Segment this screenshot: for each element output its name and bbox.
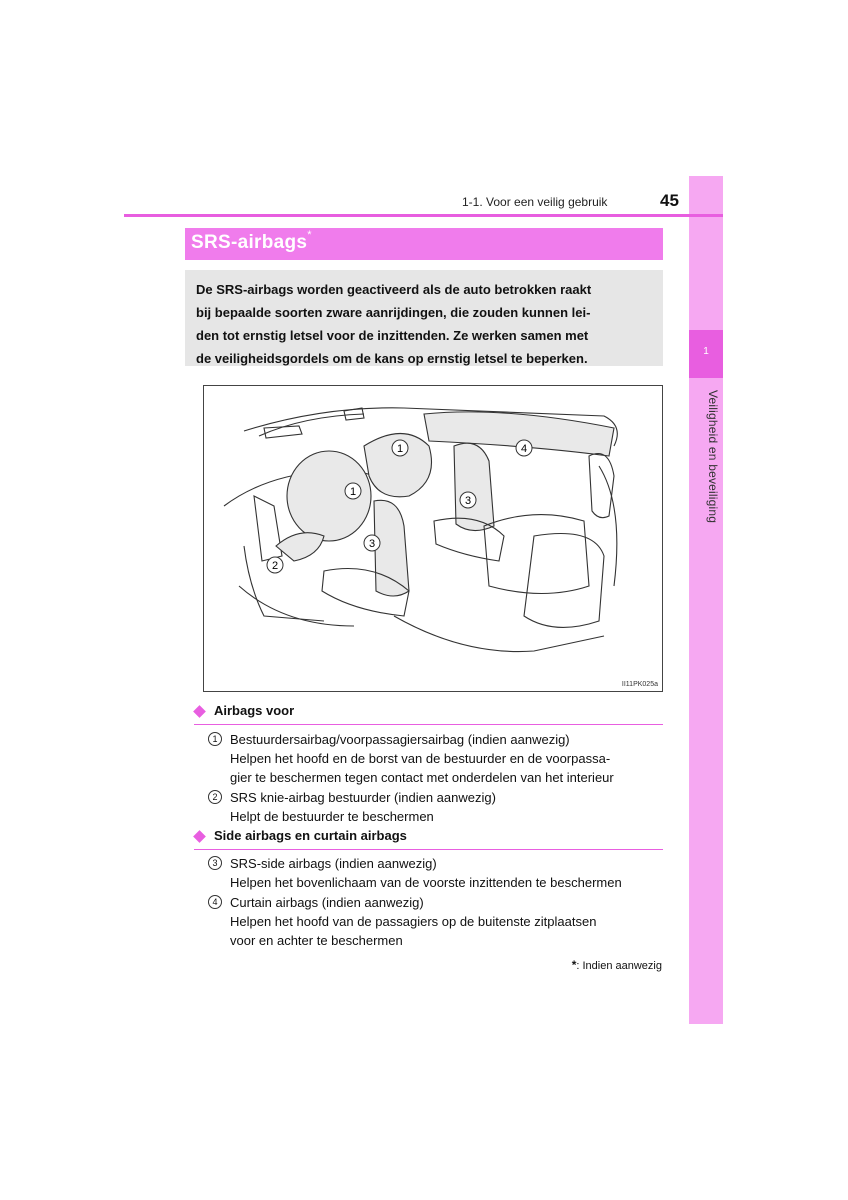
page-title-bar xyxy=(185,228,663,260)
item-number: 3 xyxy=(208,856,222,870)
callout-layer xyxy=(204,386,664,693)
callout-label: 1 xyxy=(396,443,404,455)
page-number: 45 xyxy=(660,191,679,210)
item-line: SRS knie-airbag bestuurder (indien aanwezig) xyxy=(230,790,496,805)
footnote xyxy=(572,958,662,972)
intro-box xyxy=(185,270,663,366)
section-heading-side-curtain-airbags xyxy=(194,828,663,850)
section-heading-text: Side airbags en curtain airbags xyxy=(214,828,407,843)
callout-label: 3 xyxy=(368,538,376,550)
item-line: SRS-side airbags (indien aanwezig) xyxy=(230,856,437,871)
intro-line: De SRS-airbags worden geactiveerd als de auto betrokken raakt xyxy=(196,282,592,297)
item-line: Helpen het hoofd en de borst van de bestuurder en de voorpassa- xyxy=(230,751,611,766)
callout-label: 1 xyxy=(349,486,357,498)
item-line: voor en achter te beschermen xyxy=(230,933,403,948)
section-label: 1-1. Voor een veilig gebruik xyxy=(462,195,608,209)
list-item xyxy=(208,893,596,950)
callout-label: 2 xyxy=(271,560,279,572)
figure-code: II11PK025a xyxy=(621,681,658,688)
intro-line: den tot ernstig letsel voor de inzittenden. Ze werken samen met xyxy=(196,328,589,343)
section-heading-front-airbags xyxy=(194,703,663,725)
page-title xyxy=(191,229,312,254)
intro-line: de veiligheidsgordels om de kans op ernstig letsel te beperken. xyxy=(196,351,588,366)
callout-label: 4 xyxy=(520,443,528,455)
item-line: Curtain airbags (indien aanwezig) xyxy=(230,895,424,910)
airbag-illustration xyxy=(203,385,663,692)
callout-label: 3 xyxy=(464,495,472,507)
list-item xyxy=(208,730,614,787)
footnote-marker: * xyxy=(571,958,577,972)
header-divider xyxy=(124,214,723,217)
intro-line: bij bepaalde soorten zware aanrijdingen, die zouden kunnen lei- xyxy=(196,305,591,320)
page-title-text: SRS-airbags xyxy=(191,232,308,253)
item-line: Helpt de bestuurder te beschermen xyxy=(230,809,434,824)
item-line: Helpen het hoofd van de passagiers op de buitenste zitplaatsen xyxy=(230,914,597,929)
item-line: gier te beschermen tegen contact met onderdelen van het interieur xyxy=(230,770,614,785)
chapter-number-tab[interactable] xyxy=(689,330,723,378)
chapter-number: 1 xyxy=(703,346,709,357)
section-heading-text: Airbags voor xyxy=(214,703,295,718)
item-line: Bestuurdersairbag/voorpassagiersairbag (indien aanwezig) xyxy=(230,732,570,747)
item-number: 2 xyxy=(208,790,222,804)
item-number: 4 xyxy=(208,895,222,909)
list-item xyxy=(208,854,622,892)
diamond-icon xyxy=(193,830,206,843)
chapter-side-tab xyxy=(689,176,723,1024)
chapter-label: Veiligheid en beveiliging xyxy=(706,390,720,524)
list-item xyxy=(208,788,496,826)
footnote-text: : Indien aanwezig xyxy=(576,960,662,972)
item-line: Helpen het bovenlichaam van de voorste inzittenden te beschermen xyxy=(230,875,622,890)
title-asterisk: * xyxy=(307,229,312,241)
item-number: 1 xyxy=(208,732,222,746)
diamond-icon xyxy=(193,705,206,718)
